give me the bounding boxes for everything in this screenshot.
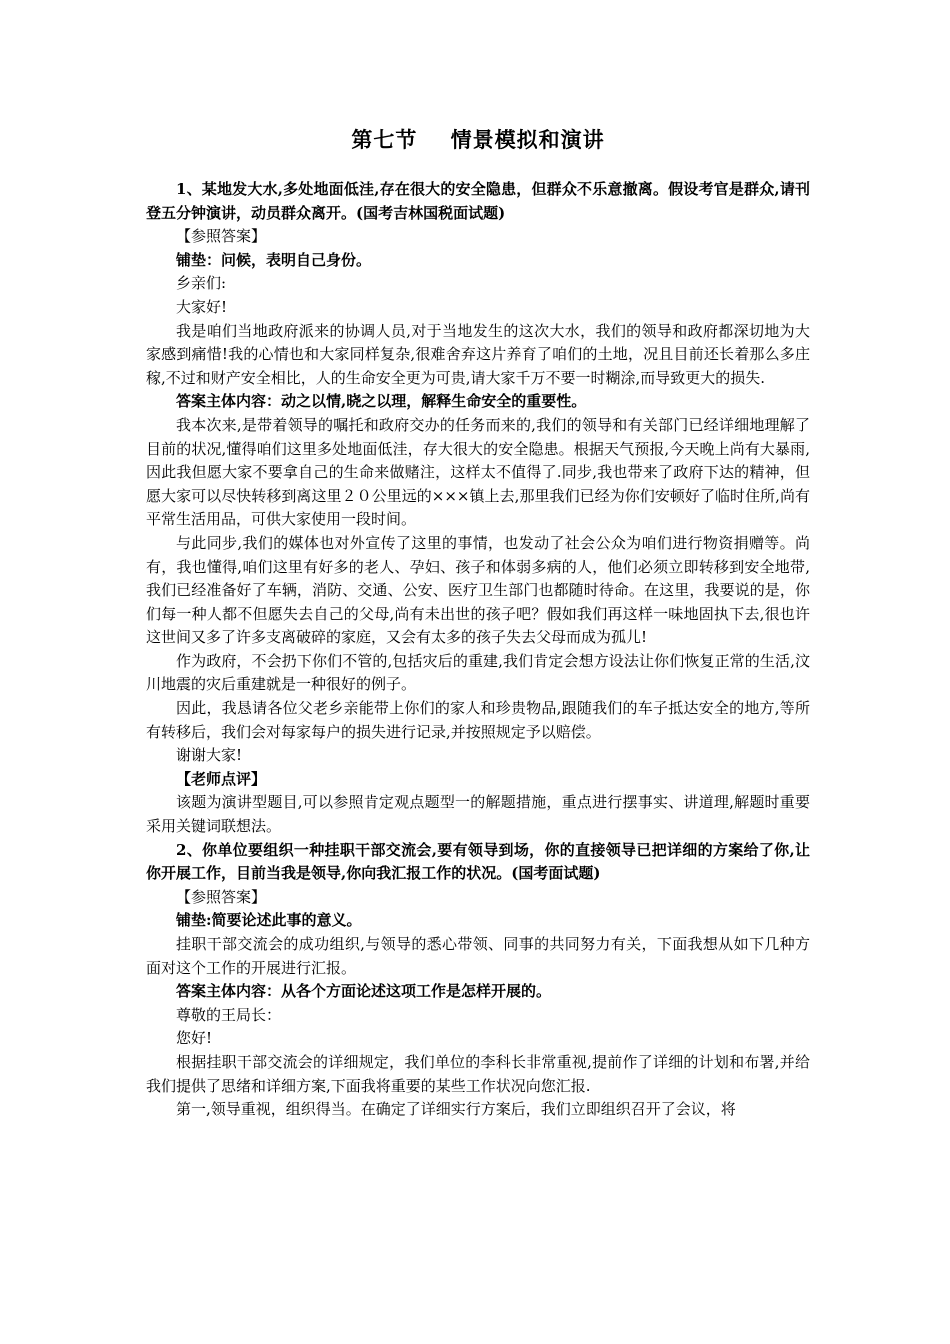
paragraph: 您好! [176, 1029, 213, 1048]
paragraph: 该题为演讲型题目,可以参照肯定观点题型一的解题措施，重点进行摆事实、讲道理,解题时重要采用关键词联想法。 [146, 793, 810, 836]
section-heading-intro: 铺垫：问候，表明自己身份。 [176, 250, 372, 269]
paragraph: 挂职干部交流会的成功组织,与领导的悉心带领、同事的共同努力有关，下面我想从如下几种方面对这个工作的开展进行汇报。 [146, 935, 810, 977]
page-title: 第七节 情景模拟和演讲 [351, 127, 605, 152]
teacher-comment-label: 【老师点评】 [176, 769, 267, 788]
paragraph: 因此，我恳请各位父老乡亲能带上你们的家人和珍贵物品,跟随我们的车子抵达安全的地方,等所有转移后，我们会对每家每户的损失进行记录,并按照规定予以赔偿。 [146, 699, 810, 741]
paragraph: 第一,领导重视，组织得当。在确定了详细实行方案后，我们立即组织召开了会议，将 [176, 1100, 736, 1119]
section-heading-main: 答案主体内容：从各个方面论述这项工作是怎样开展的。 [176, 982, 552, 1001]
section-heading-intro: 铺垫:简要论述此事的意义。 [176, 911, 362, 930]
question-1: 1、某地发大水,多处地面低洼,存在很大的安全隐患，但群众不乐意撤离。假设考官是群众,请刊登五分钟演讲，动员群众离开。(国考吉林国税面试题) [146, 180, 810, 222]
paragraph: 我是咱们当地政府派来的协调人员,对于当地发生的这次大水，我们的领导和政府都深切地为大家感到痛惜!我的心情也和大家同样复杂,很难舍弃这片养育了咱们的土地，况且目前还长着那么多庄稼,不过和财产安全相比，人的生命安全更为可贵,请大家千万不要一时糊涂,而导致更大的损失. [146, 321, 810, 387]
document-body [146, 178, 810, 1122]
paragraph: 与此同步,我们的媒体也对外宣传了这里的事情，也发动了社会公众为咱们进行物资捐赠等。尚有，我也懂得,咱们这里有好多的老人、孕妇、孩子和体弱多病的人，他们必须立即转移到安全地带,我们已经准备好了车辆，消防、交通、公安、医疗卫生部门也都随时待命。在这里，我要说的是，你们每一种人都不但愿失去自己的父母,尚有未出世的孩子吧？假如我们再这样一味地固执下去,很也许这世间又多了许多支离破碎的家庭，又会有太多的孩子失去父母而成为孤儿! [146, 533, 810, 647]
paragraph: 乡亲们: [176, 274, 227, 293]
paragraph: 我本次来,是带着领导的嘱托和政府交办的任务而来的,我们的领导和有关部门已经详细地理解了目前的状况,懂得咱们这里多处地面低洼，存大很大的安全隐患。根据天气预报,今天晚上尚有大暴雨,因此我但愿大家不要拿自己的生命来做赌注，这样太不值得了.同步,我也带来了政府下达的精神，但愿大家可以尽快转移到离这里２０公里远的×××镇上去,那里我们已经为你们安顿好了临时住所,尚有平常生活用品，可供大家使用一段时间。 [146, 415, 810, 529]
paragraph: 大家好! [176, 297, 228, 316]
reference-answer-label: 【参照答案】 [176, 887, 267, 906]
section-heading-main: 答案主体内容：动之以情,晓之以理，解释生命安全的重要性。 [176, 392, 587, 411]
paragraph: 谢谢大家! [176, 746, 243, 765]
paragraph: 尊敬的王局长： [176, 1005, 282, 1024]
paragraph: 作为政府，不会扔下你们不管的,包括灾后的重建,我们肯定会想方设法让你们恢复正常的生活,汶川地震的灾后重建就是一种很好的例子。 [146, 651, 810, 694]
reference-answer-label: 【参照答案】 [176, 227, 267, 246]
question-2: 2、你单位要组织一种挂职干部交流会,要有领导到场，你的直接领导已把详细的方案给了你,让你开展工作，目前当我是领导,你向我汇报工作的状况。(国考面试题) [146, 840, 810, 883]
paragraph: 根据挂职干部交流会的详细规定，我们单位的李科长非常重视,提前作了详细的计划和布署,并给我们提供了思绪和详细方案,下面我将重要的某些工作状况向您汇报. [146, 1052, 810, 1095]
